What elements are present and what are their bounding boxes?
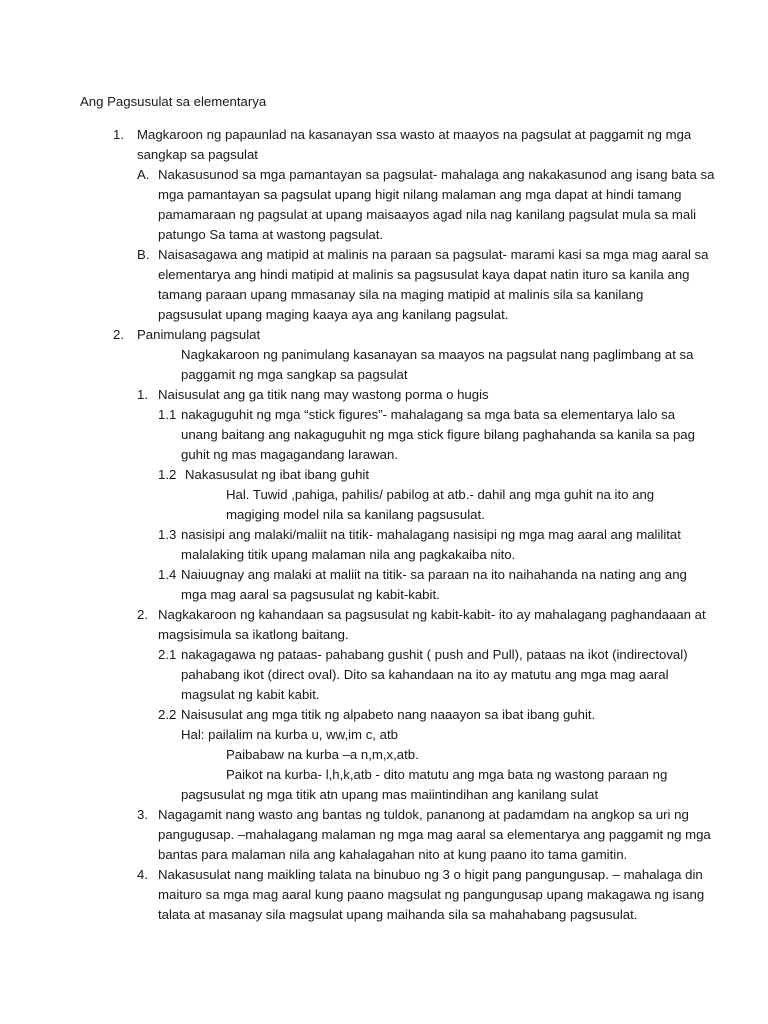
list-marker: A. [137, 167, 150, 182]
list-marker: B. [137, 247, 150, 262]
paragraph-line: magiging model nila sa kanilang pagsusulat. [226, 507, 485, 522]
list-item-text: Nagkakaroon ng kahandaan sa pagsusulat ng kabit-kabit- ito ay mahalagang paghandaaan at [158, 607, 706, 622]
list-item-text: patungo Sa tama at wastong pagsulat. [158, 227, 384, 242]
list-marker: 1.3 [158, 527, 177, 542]
list-marker: 1.1 [158, 407, 177, 422]
list-item-text: maituro sa mga mag aaral kung paano magsulat ng pangungusap upang makagawa ng isang [158, 887, 705, 902]
list-marker: 1.4 [158, 567, 177, 582]
list-item-text: guhit ng mas magagandang larawan. [181, 447, 399, 462]
document-title: Ang Pagsusulat sa elementarya [80, 94, 267, 109]
list-marker: 4. [137, 867, 148, 882]
list-marker: 3. [137, 807, 148, 822]
list-item-text: Nakasusulat nang maikling talata na binubuo ng 3 o higit pang pangungusap. – mahalaga din [158, 867, 703, 882]
list-item-text: unang baitang ang nakaguguhit ng mga stick figure bilang paghahanda sa kanila sa pag [181, 427, 695, 442]
list-item-text: mga mag aaral sa pagsusulat ng kabit-kabit. [181, 587, 440, 602]
list-item-text: tamang paraan upang mmasanay sila na maging matipid at malinis sila sa kanilang [158, 287, 644, 302]
list-item-text: nasisipi ang malaki/maliit na titik- mahalagang nasisipi ng mga mag aaral ang malilitat [181, 527, 681, 542]
list-item-text: magsulat ng kabit kabit. [181, 687, 320, 702]
list-item-text: pagsusulat upang maging kaaya aya ang kanilang pagsulat. [158, 307, 509, 322]
list-item-text: mga pamantayan sa pagsulat upang higit nilang malaman ang mga dapat at hindi tamang [158, 187, 682, 202]
paragraph-line: paggamit ng mga sangkap sa pagsulat [181, 367, 408, 382]
paragraph-line: Nagkakaroon ng panimulang kasanayan sa maayos na pagsulat nang paglimbang at sa [181, 347, 694, 362]
list-item-text: magsisimula sa ikatlong baitang. [158, 627, 349, 642]
example-line: Paibabaw na kurba –a n,m,x,atb. [226, 747, 419, 762]
list-item-text: sangkap sa pagsulat [137, 147, 258, 162]
list-item-text: Naisasagawa ang matipid at malinis na paraan sa pagsulat- marami kasi sa mga mag aaral sa [158, 247, 709, 262]
list-marker: 2.1 [158, 647, 177, 662]
list-item-text: nakagagawa ng pataas- pahabang gushit ( push and Pull), pataas na ikot (indirectoval) [181, 647, 688, 662]
list-item-text: pahabang ikot (direct oval). Dito sa kahandaan na ito ay matutu ang mga mag aaral [181, 667, 669, 682]
list-item-text: Magkaroon ng papaunlad na kasanayan ssa wasto at maayos na pagsulat at paggamit ng mga [137, 127, 692, 142]
list-marker: 2. [137, 607, 148, 622]
list-item-text: pamamaraan ng pagsulat at upang maisaayos agad nila nag kanilang pagsulat mula sa mali [158, 207, 697, 222]
example-line: Paikot na kurba- l,h,k,atb - dito matutu ang mga bata ng wastong paraan ng [226, 767, 668, 782]
example-line: Hal: pailalim na kurba u, ww,im c, atb [181, 727, 398, 742]
list-item-text: Nagagamit nang wasto ang bantas ng tuldok, pananong at padamdam na angkop sa uri ng [158, 807, 689, 822]
list-item-text: Nakasusulat ng ibat ibang guhit [185, 467, 370, 482]
list-item-text: Naisusulat ang mga titik ng alpabeto nang naaayon sa ibat ibang guhit. [181, 707, 596, 722]
paragraph-line: Hal. Tuwid ,pahiga, pahilis/ pabilog at atb.- dahil ang mga guhit na ito ang [226, 487, 655, 502]
list-item-text: elementarya ang hindi matipid at malinis sa pagsusulat kaya dapat natin ituro sa kanila ang [158, 267, 690, 282]
list-item-text: talata at masanay sila magsulat upang maihanda sila sa mahahabang pagsusulat. [158, 907, 638, 922]
list-marker: 2. [113, 327, 124, 342]
list-marker: 1.2 [158, 467, 177, 482]
list-item-text: pangugusap. –mahalagang malaman ng mga mag aaral sa elementarya ang paggamit ng mga [158, 827, 711, 842]
list-item-text: Panimulang pagsulat [137, 327, 261, 342]
example-line: pagsusulat ng mga titik atn upang mas maiintindihan ang kanilang sulat [181, 787, 599, 802]
list-marker: 2.2 [158, 707, 177, 722]
list-item-text: bantas para malaman nila ang kahalagahan nito at kung paano ito tama gamitin. [158, 847, 628, 862]
list-item-text: malalaking titik upang malaman nila ang pagkakaiba nito. [181, 547, 516, 562]
list-marker: 1. [113, 127, 124, 142]
list-item-text: nakaguguhit ng mga “stick figures”- mahalagang sa mga bata sa elementarya lalo sa [181, 407, 676, 422]
list-item-text: Nakasusunod sa mga pamantayan sa pagsulat- mahalaga ang nakakasunod ang isang bata sa [158, 167, 715, 182]
list-item-text: Naiuugnay ang malaki at maliit na titik- sa paraan na ito naihahanda na nating ang ang [181, 567, 687, 582]
list-marker: 1. [137, 387, 148, 402]
list-item-text: Naisusulat ang ga titik nang may wastong porma o hugis [158, 387, 489, 402]
